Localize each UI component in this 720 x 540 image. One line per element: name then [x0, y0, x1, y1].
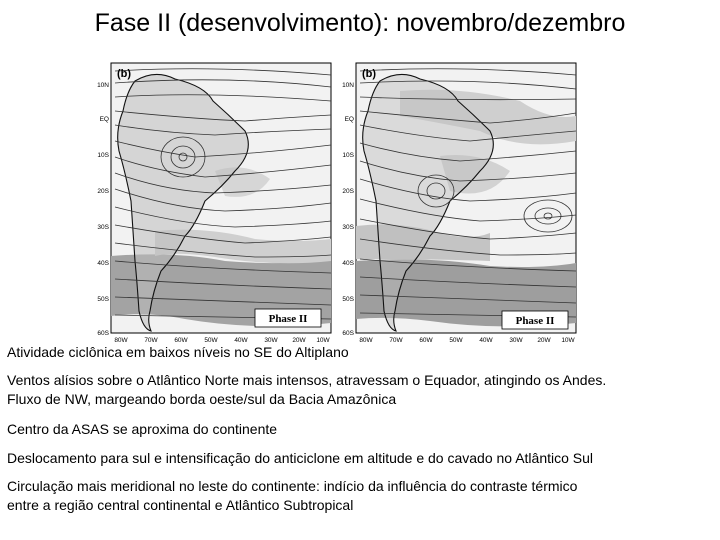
lat-tick: 10S — [97, 152, 109, 159]
lon-tick: 40W — [234, 337, 248, 344]
lon-tick: 70W — [144, 337, 158, 344]
lat-tick: 30S — [97, 224, 109, 231]
lat-tick: 10N — [342, 82, 354, 89]
lon-tick: 20W — [537, 337, 551, 344]
lat-tick: 30S — [342, 224, 354, 231]
note-line: Deslocamento para sul e intensificação do anticiclone em altitude e do cavado no Atlântico Sul — [7, 450, 594, 466]
lat-tick: EQ — [344, 116, 354, 123]
streamline-map-right — [340, 61, 578, 344]
panel-tag: (b) — [362, 68, 377, 80]
lat-tick: EQ — [99, 116, 109, 123]
note-trade-winds — [7, 371, 713, 409]
lat-tick: 40S — [342, 260, 354, 267]
lat-tick: 60S — [97, 330, 109, 337]
lon-tick: 60W — [419, 337, 433, 344]
lat-tick: 10S — [342, 152, 354, 159]
panel-tag: (b) — [117, 68, 132, 80]
lon-tick: 30W — [264, 337, 278, 344]
note-line: Circulação mais meridional no leste do continente: indício da influência do contraste térmico — [7, 478, 578, 494]
lon-tick: 50W — [204, 337, 218, 344]
slide-title: Fase II (desenvolvimento): novembro/dezembro — [94, 9, 626, 37]
note-cyclonic-activity — [7, 343, 713, 362]
note-line: Ventos alísios sobre o Atlântico Norte mais intensos, atravessam o Equador, atingindo os Andes. — [7, 372, 607, 388]
note-line: Centro da ASAS se aproxima do continente — [7, 421, 278, 437]
lat-tick: 50S — [342, 296, 354, 303]
note-line: entre a região central continental e Atlântico Subtropical — [7, 497, 354, 513]
lon-tick: 20W — [292, 337, 306, 344]
lat-tick: 10N — [97, 82, 109, 89]
lat-tick: 60S — [342, 330, 354, 337]
note-asas-center — [7, 420, 713, 439]
lon-tick: 30W — [509, 337, 523, 344]
phase-label: Phase II — [515, 315, 555, 327]
lon-tick: 60W — [174, 337, 188, 344]
note-line: Atividade ciclônica em baixos níveis no SE do Altiplano — [7, 344, 349, 360]
phase-label: Phase II — [268, 313, 308, 325]
note-anticyclone-shift — [7, 449, 713, 468]
lon-tick: 10W — [316, 337, 330, 344]
lon-tick: 80W — [114, 337, 128, 344]
streamline-map-left — [95, 61, 333, 344]
lon-tick: 70W — [389, 337, 403, 344]
lon-tick: 80W — [359, 337, 373, 344]
lat-tick: 20S — [342, 188, 354, 195]
lon-tick: 40W — [479, 337, 493, 344]
lon-tick: 10W — [561, 337, 575, 344]
lon-tick: 50W — [449, 337, 463, 344]
note-meridional-circulation — [7, 477, 713, 515]
lat-tick: 50S — [97, 296, 109, 303]
lat-tick: 20S — [97, 188, 109, 195]
lat-tick: 40S — [97, 260, 109, 267]
note-line: Fluxo de NW, margeando borda oeste/sul da Bacia Amazônica — [7, 391, 397, 407]
